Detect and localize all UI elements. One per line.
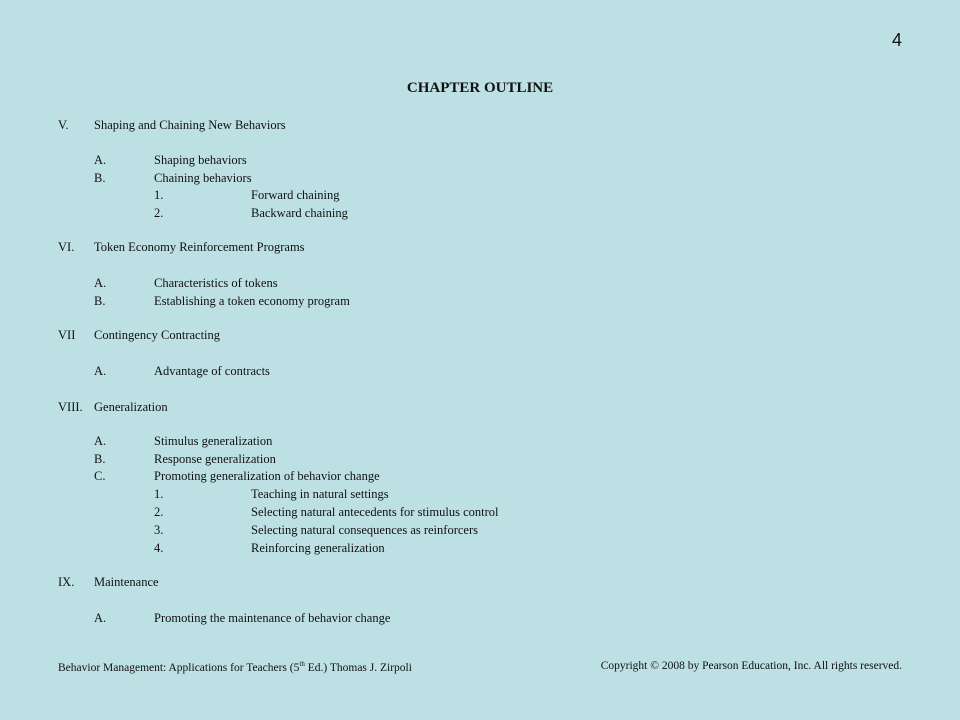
- outline-marker: C.: [94, 469, 106, 483]
- outline-text: Shaping behaviors: [154, 153, 247, 167]
- outline-marker: B.: [94, 171, 106, 185]
- outline-marker: 1.: [154, 188, 164, 202]
- outline-text: Selecting natural antecedents for stimulus control: [251, 505, 499, 519]
- outline-marker: A.: [94, 153, 107, 167]
- outline-marker: A.: [94, 611, 107, 625]
- outline-text: Backward chaining: [251, 206, 348, 220]
- page-number: 4: [891, 30, 902, 50]
- outline-text: Establishing a token economy program: [154, 294, 350, 308]
- outline-marker: 4.: [154, 541, 164, 555]
- outline-text: Promoting generalization of behavior change: [154, 469, 380, 483]
- footer-book-author-text: Ed.) Thomas J. Zirpoli: [304, 661, 412, 674]
- outline-marker: A.: [94, 276, 107, 290]
- outline-marker: A.: [94, 434, 107, 448]
- outline-text: Characteristics of tokens: [154, 276, 278, 290]
- outline-text: Shaping and Chaining New Behaviors: [94, 118, 286, 132]
- outline-text: Maintenance: [94, 575, 159, 589]
- outline-marker: 3.: [154, 523, 164, 537]
- outline-marker: IX.: [58, 575, 75, 589]
- page-title: CHAPTER OUTLINE: [406, 80, 554, 96]
- outline-text: Response generalization: [154, 452, 276, 466]
- outline-text: Contingency Contracting: [94, 328, 221, 342]
- footer-copyright: Copyright © 2008 by Pearson Education, Inc. All rights reserved.: [600, 660, 902, 672]
- outline-text: Forward chaining: [251, 188, 340, 202]
- outline-text: Selecting natural consequences as reinforcers: [251, 523, 478, 537]
- outline-marker: VI.: [58, 240, 75, 254]
- outline-text: Reinforcing generalization: [251, 541, 385, 555]
- outline-text: Advantage of contracts: [154, 364, 270, 378]
- footer-book-title: [58, 660, 412, 674]
- footer-edition-superscript: th: [299, 660, 305, 668]
- outline-marker: 1.: [154, 487, 164, 501]
- outline-text: Stimulus generalization: [154, 434, 273, 448]
- footer-book-title-text: Behavior Management: Applications for Teachers (5: [58, 661, 300, 674]
- outline-marker: 2.: [154, 206, 164, 220]
- outline-marker: B.: [94, 294, 106, 308]
- outline-text: Token Economy Reinforcement Programs: [94, 240, 305, 254]
- outline-marker: V.: [58, 118, 69, 132]
- outline-text: Chaining behaviors: [154, 171, 252, 185]
- outline-text: Promoting the maintenance of behavior change: [154, 611, 391, 625]
- outline-text: Generalization: [94, 400, 168, 414]
- outline-marker: A.: [94, 364, 107, 378]
- outline-marker: 2.: [154, 505, 164, 519]
- outline-marker: VII: [58, 328, 76, 342]
- outline-marker: VIII.: [58, 400, 83, 414]
- outline-marker: B.: [94, 452, 106, 466]
- outline-text: Teaching in natural settings: [251, 487, 389, 501]
